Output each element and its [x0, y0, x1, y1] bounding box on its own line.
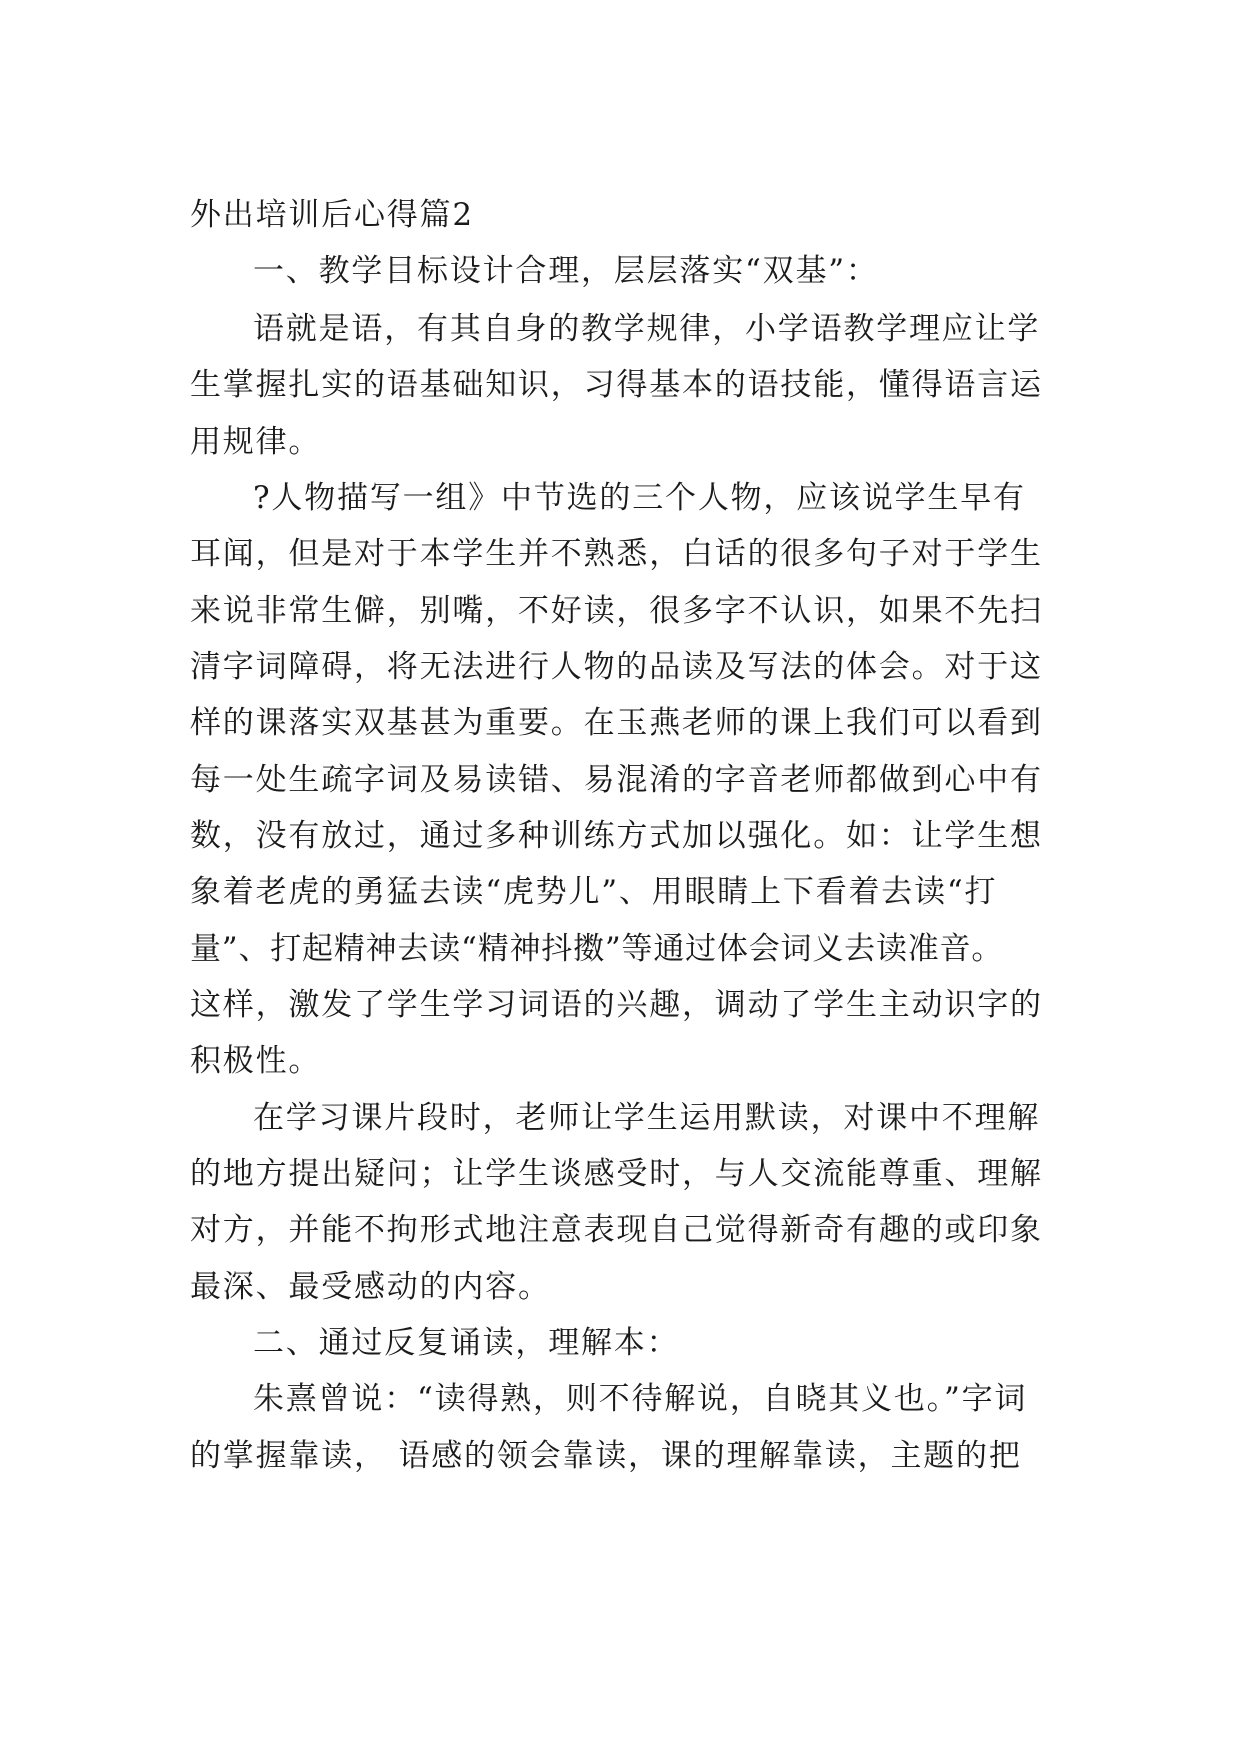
section-heading-1: 一、教学目标设计合理，层层落实“双基”： — [253, 253, 879, 289]
paragraph-line: 生掌握扎实的语基础知识，习得基本的语技能，懂得语言运 — [190, 367, 1043, 403]
paragraph-line: 最深、最受感动的内容。 — [190, 1269, 551, 1305]
paragraph-line: 耳闻，但是对于本学生并不熟悉，白话的很多句子对于学生 — [190, 536, 1043, 572]
paragraph-line: 量”、打起精神去读“精神抖擞”等通过体会词义去读准音。 — [190, 931, 1004, 967]
paragraph-line: 来说非常生僻，别嘴，不好读，很多字不认识，如果不先扫 — [190, 593, 1043, 629]
paragraph-line: 的掌握靠读， 语感的领会靠读，课的理解靠读，主题的把 — [190, 1438, 1022, 1474]
paragraph-line: 的地方提出疑问；让学生谈感受时，与人交流能尊重、理解 — [190, 1156, 1043, 1192]
paragraph-line: 清字词障碍，将无法进行人物的品读及写法的体会。对于这 — [190, 649, 1043, 685]
paragraph-line: 象着老虎的勇猛去读“虎势儿”、用眼睛上下看着去读“打 — [190, 874, 998, 910]
paragraph-line: 语就是语，有其自身的教学规律，小学语教学理应让学 — [253, 311, 1041, 347]
paragraph-line: 样的课落实双基甚为重要。在玉燕老师的课上我们可以看到 — [190, 705, 1043, 741]
paragraph-line: 积极性。 — [190, 1043, 322, 1079]
paragraph-line: ?人物描写一组》中节选的三个人物，应该说学生早有 — [253, 480, 1026, 516]
paragraph-line: 用规律。 — [190, 424, 322, 460]
paragraph-line: 在学习课片段时，老师让学生运用默读，对课中不理解 — [253, 1100, 1041, 1136]
paragraph-line: 这样，激发了学生学习词语的兴趣，调动了学生主动识字的 — [190, 987, 1043, 1023]
paragraph-line: 朱熹曾说：“读得熟，则不待解说，自晓其义也。”字词 — [253, 1381, 1028, 1417]
section-heading-2: 二、通过反复诵读，理解本： — [253, 1325, 680, 1361]
paragraph-line: 对方，并能不拘形式地注意表现自己觉得新奇有趣的或印象 — [190, 1212, 1043, 1248]
document-title: 外出培训后心得篇2 — [190, 197, 474, 233]
paragraph-line: 每一处生疏字词及易读错、易混淆的字音老师都做到心中有 — [190, 762, 1043, 798]
paragraph-line: 数，没有放过，通过多种训练方式加以强化。如：让学生想 — [190, 818, 1043, 854]
